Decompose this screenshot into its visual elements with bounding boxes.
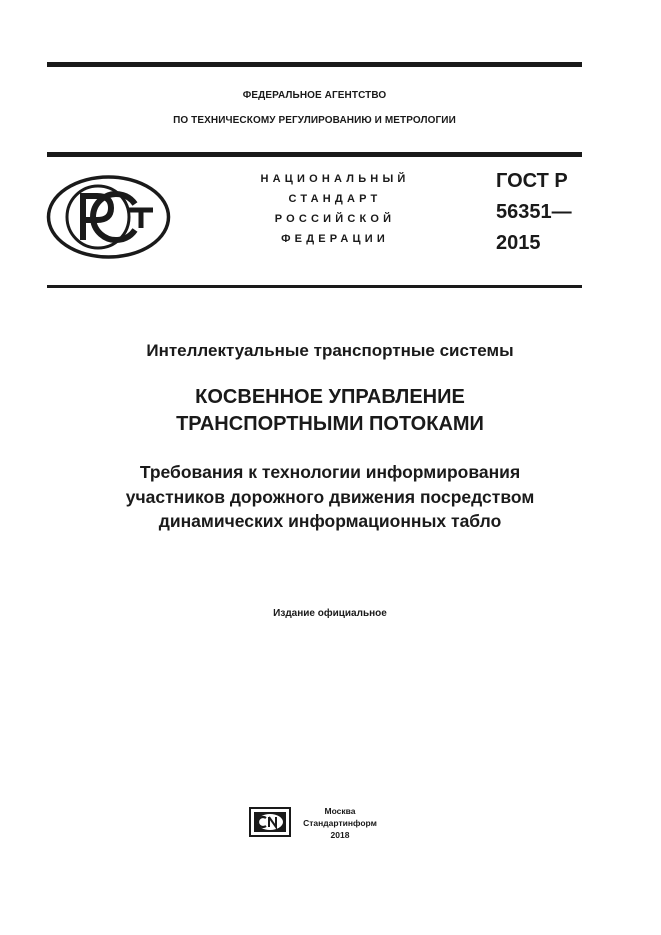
publisher-name: Стандартинформ [303,818,377,828]
national-standard-line1: НАЦИОНАЛЬНЫЙ [260,173,410,185]
agency-name-line2: ПО ТЕХНИЧЕСКОМУ РЕГУЛИРОВАНИЮ И МЕТРОЛОГИИ [173,115,456,126]
publisher-city: Москва [324,806,356,816]
main-title-line1: КОСВЕННОЕ УПРАВЛЕНИЕ [195,386,465,408]
gost-designation-line1: ГОСТ Р [496,170,568,192]
subtitle-line3: динамических информационных табло [158,511,502,531]
middle-rule [47,152,582,157]
agency-name-line1: ФЕДЕРАЛЬНОЕ АГЕНТСТВО [242,90,387,101]
series-title: Интеллектуальные транспортные системы [146,341,514,360]
rst-certification-mark-icon [45,174,172,260]
edition-label: Издание официальное [273,608,387,619]
subtitle-line1: Требования к технологии информирования [139,462,521,482]
standartinform-logo-icon [249,807,291,837]
bottom-rule [47,285,582,288]
subtitle-line2: участников дорожного движения посредством [125,487,535,507]
main-title-line2: ТРАНСПОРТНЫМИ ПОТОКАМИ [176,413,484,435]
national-standard-line3: РОССИЙСКОЙ [274,213,396,225]
publication-year: 2018 [330,830,350,840]
national-standard-line4: ФЕДЕРАЦИИ [281,233,389,245]
gost-designation-line3: 2015 [496,232,541,254]
national-standard-line2: СТАНДАРТ [288,193,382,205]
gost-designation-line2: 56351— [496,201,572,223]
top-rule [47,62,582,67]
